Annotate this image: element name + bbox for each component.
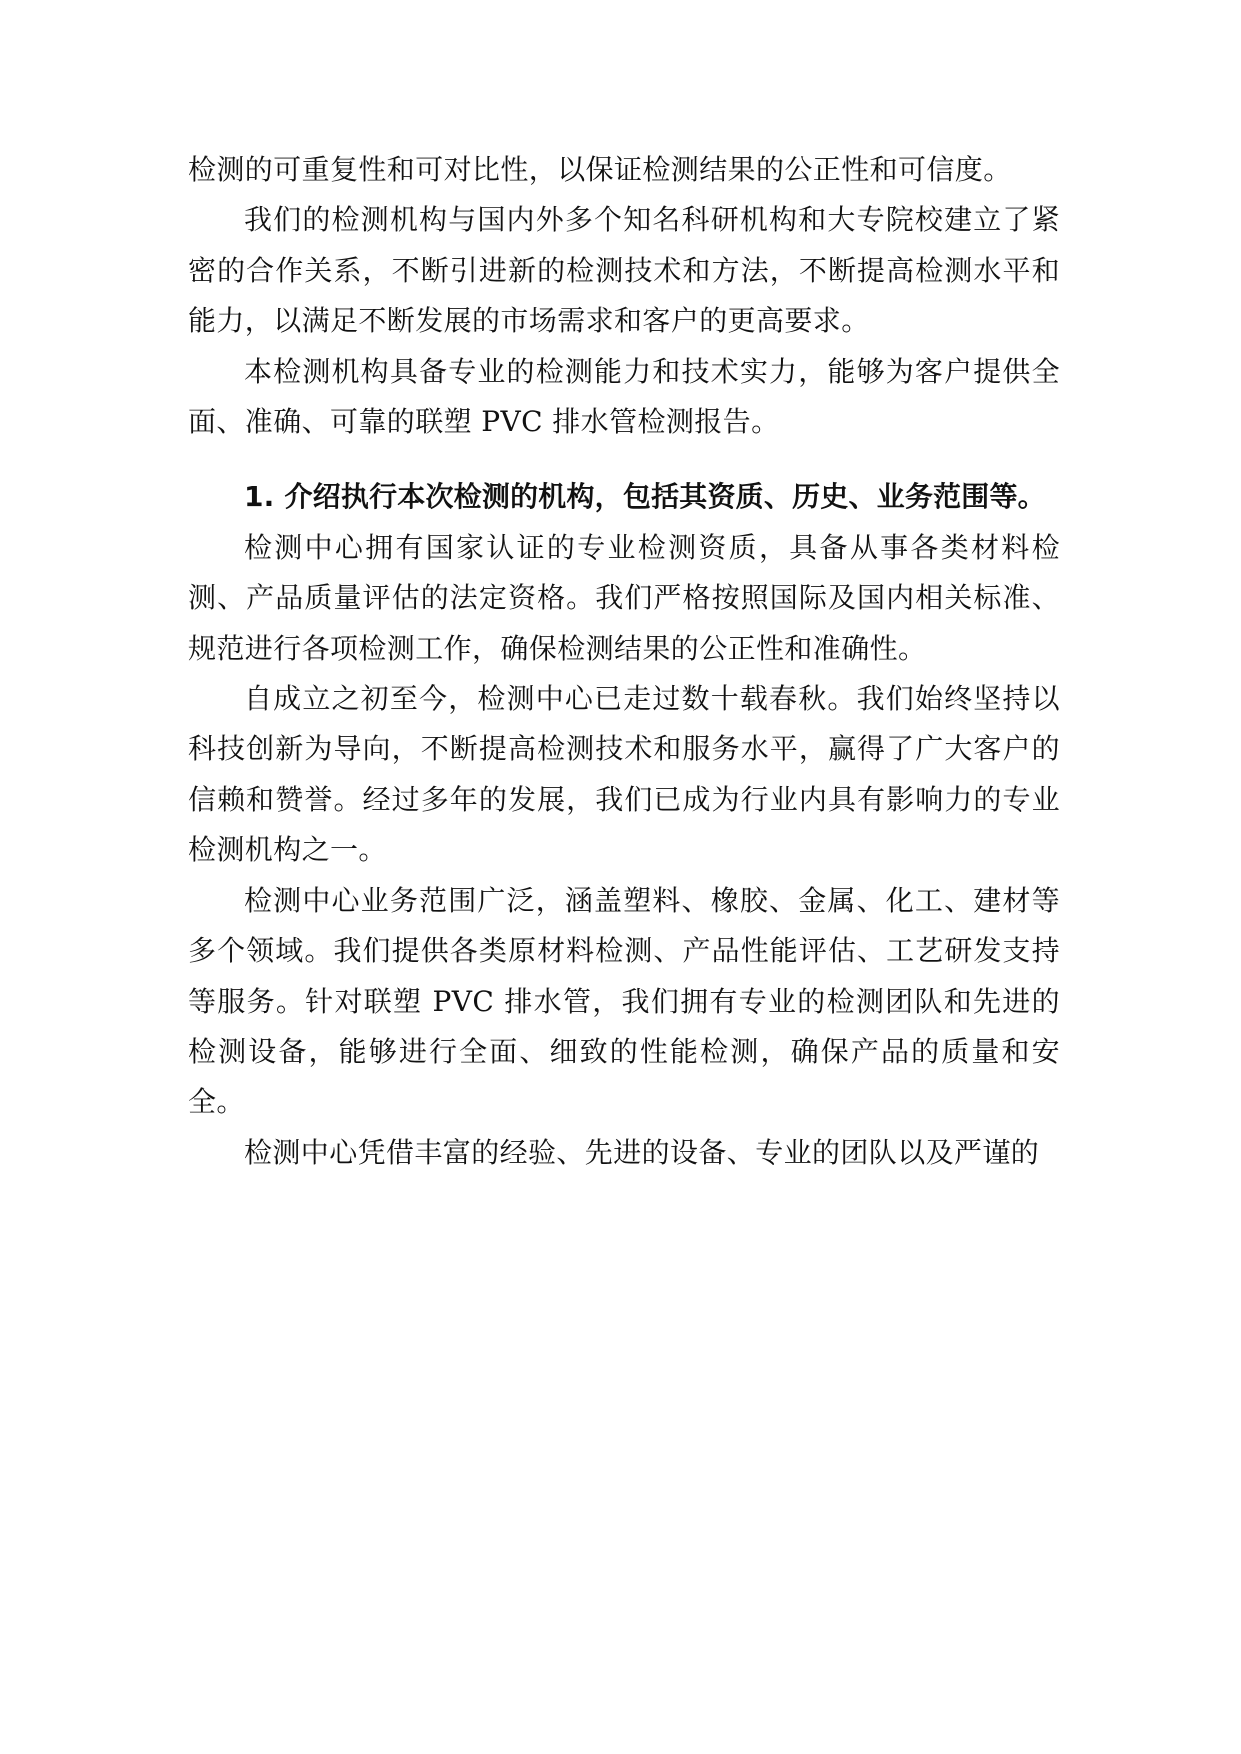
- section-heading: 1. 介绍执行本次检测的机构，包括其资质、历史、业务范围等。: [244, 480, 1046, 514]
- paragraph: 本检测机构具备专业的检测能力和技术实力，能够为客户提供全面、准确、可靠的联塑 PVC 排水管检测报告。: [188, 354, 1060, 439]
- paragraph: 检测的可重复性和可对比性，以保证检测结果的公正性和可信度。: [188, 153, 1012, 186]
- paragraph: 检测中心拥有国家认证的专业检测资质，具备从事各类材料检测、产品质量评估的法定资格。我们严格按照国际及国内相关标准、规范进行各项检测工作，确保检测结果的公正性和准确性。: [188, 530, 1060, 665]
- paragraph: 检测中心凭借丰富的经验、先进的设备、专业的团队以及严谨的: [244, 1135, 1040, 1169]
- paragraph: 我们的检测机构与国内外多个知名科研机构和大专院校建立了紧密的合作关系，不断引进新的检测技术和方法，不断提高检测水平和能力，以满足不断发展的市场需求和客户的更高要求。: [188, 203, 1060, 338]
- paragraph: 自成立之初至今，检测中心已走过数十载春秋。我们始终坚持以科技创新为导向，不断提高检测技术和服务水平，赢得了广大客户的信赖和赞誉。经过多年的发展，我们已成为行业内具有影响力的专业检测机构之一。: [188, 682, 1060, 867]
- paragraph: 检测中心业务范围广泛，涵盖塑料、橡胶、金属、化工、建材等多个领域。我们提供各类原材料检测、产品性能评估、工艺研发支持等服务。针对联塑 PVC 排水管，我们拥有专业的检测团队和先进的检测设备，能够进行全面、细致的性能检测，确保产品的质量和安全。: [188, 883, 1060, 1119]
- document-body: [188, 145, 1060, 1178]
